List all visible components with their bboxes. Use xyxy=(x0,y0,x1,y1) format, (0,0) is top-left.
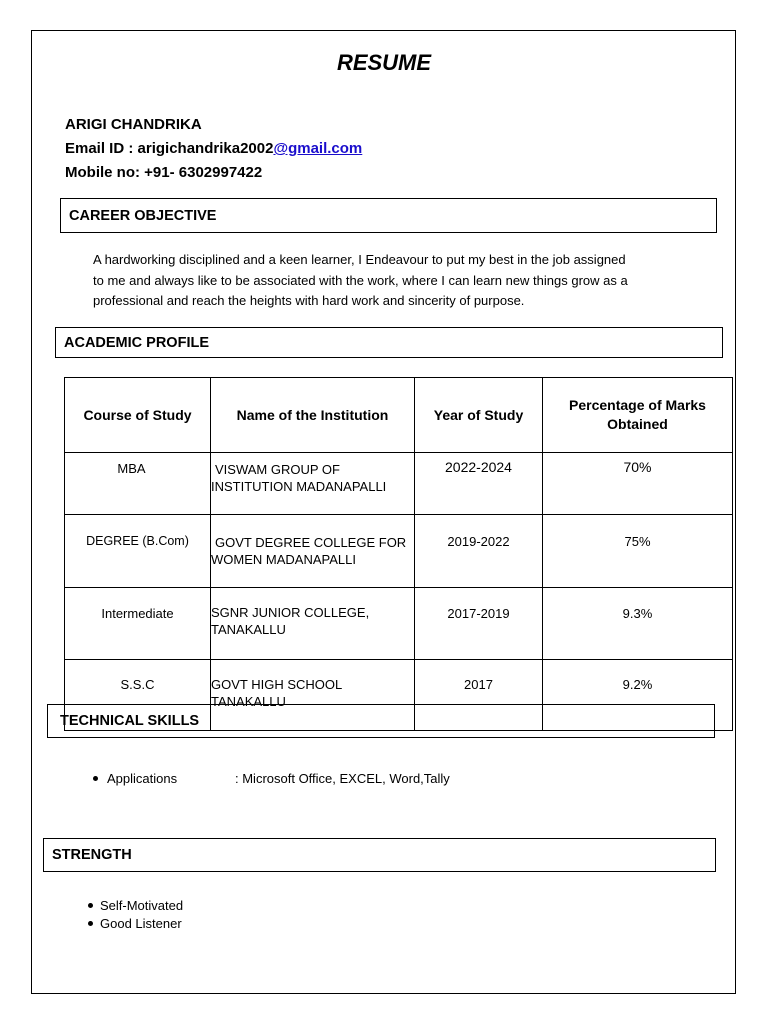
strength-label: STRENGTH xyxy=(52,847,132,863)
column-header-course: Course of Study xyxy=(65,378,211,453)
institution-cell xyxy=(211,453,415,515)
career-objective-text xyxy=(93,250,713,312)
academic-profile-label: ACADEMIC PROFILE xyxy=(64,334,209,351)
institution-line: VISWAM GROUP OF xyxy=(215,462,340,477)
percentage-cell: 9.3% xyxy=(543,588,733,660)
academic-profile-heading xyxy=(55,327,723,358)
institution-line: TANAKALLU xyxy=(211,694,286,709)
table-row xyxy=(65,515,733,588)
percentage-cell: 70% xyxy=(543,453,733,515)
institution-line: TANAKALLU xyxy=(211,622,286,637)
email-label: Email ID : xyxy=(65,140,138,157)
institution-cell xyxy=(211,515,415,588)
institution-cell xyxy=(211,588,415,660)
institution-line: GOVT HIGH SCHOOL xyxy=(211,677,343,692)
table-row xyxy=(65,453,733,515)
course-cell: S.S.C xyxy=(65,660,211,731)
email-line xyxy=(65,140,362,157)
candidate-name: ARIGI CHANDRIKA xyxy=(65,116,202,133)
academic-table xyxy=(64,377,733,731)
year-cell: 2022-2024 xyxy=(415,453,543,515)
career-objective-label: CAREER OBJECTIVE xyxy=(69,207,217,224)
technical-skills-heading xyxy=(47,704,715,738)
objective-line: to me and always like to be associated with the work, where I can learn new things grow as a xyxy=(93,272,628,288)
skill-value: : Microsoft Office, EXCEL, Word,Tally xyxy=(235,771,450,786)
percentage-cell: 9.2% xyxy=(543,660,733,731)
strength-heading xyxy=(43,838,716,872)
objective-line: professional and reach the heights with hard work and sincerity of purpose. xyxy=(93,293,525,308)
email-user: arigichandrika2002 xyxy=(137,140,274,157)
skill-label: Applications xyxy=(107,771,178,786)
strength-item-text: Self-Motivated xyxy=(100,898,184,913)
list-item xyxy=(88,915,183,933)
year-cell: 2017 xyxy=(415,660,543,731)
percentage-cell: 75% xyxy=(543,515,733,588)
list-item xyxy=(88,897,183,915)
course-cell: Intermediate xyxy=(65,588,211,660)
year-cell: 2019-2022 xyxy=(415,515,543,588)
column-header-percentage: Percentage of Marks Obtained xyxy=(543,378,733,453)
institution-line: GOVT DEGREE COLLEGE FOR xyxy=(215,535,407,550)
strength-list xyxy=(88,897,183,933)
skill-item xyxy=(93,771,177,786)
mobile-number: Mobile no: +91- 6302997422 xyxy=(65,164,263,181)
course-cell: MBA xyxy=(65,453,211,515)
email-link[interactable]: @gmail.com xyxy=(273,140,363,157)
document-title: RESUME xyxy=(336,50,432,75)
course-cell: DEGREE (B.Com) xyxy=(65,515,211,588)
technical-skills-label: TECHNICAL SKILLS xyxy=(60,713,200,729)
institution-line: WOMEN MADANAPALLI xyxy=(211,552,356,567)
institution-line: INSTITUTION MADANAPALLI xyxy=(211,479,387,494)
column-header-year: Year of Study xyxy=(415,378,543,453)
objective-line: A hardworking disciplined and a keen learner, I Endeavour to put my best in the job assigned xyxy=(93,252,626,267)
bullet-icon xyxy=(93,776,98,781)
bullet-icon xyxy=(88,903,93,908)
year-cell: 2017-2019 xyxy=(415,588,543,660)
institution-line: SGNR JUNIOR COLLEGE, xyxy=(211,605,370,620)
career-objective-heading xyxy=(60,198,717,233)
strength-item-text: Good Listener xyxy=(100,916,182,931)
table-row xyxy=(65,588,733,660)
bullet-icon xyxy=(88,921,93,926)
table-header-row xyxy=(65,378,733,453)
column-header-institution: Name of the Institution xyxy=(211,378,415,453)
